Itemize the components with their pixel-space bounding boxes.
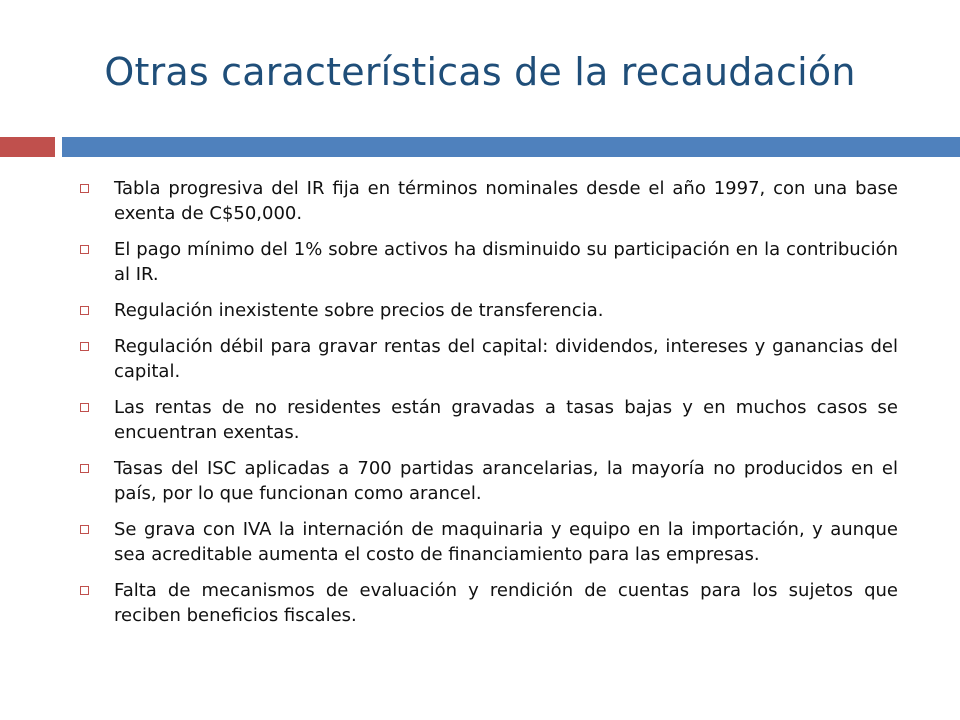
bullet-item [80, 578, 898, 628]
square-bullet-icon [80, 403, 89, 412]
square-bullet-icon [80, 464, 89, 473]
title-divider-accent-right [62, 137, 960, 157]
square-bullet-icon [80, 342, 89, 351]
bullet-text: Falta de mecanismos de evaluación y rendición de cuentas para los sujetos que reciben beneficios fiscales. [114, 580, 898, 626]
bullet-text: Regulación inexistente sobre precios de transferencia. [114, 300, 604, 321]
bullet-text: Las rentas de no residentes están gravadas a tasas bajas y en muchos casos se encuentran exentas. [114, 397, 898, 443]
bullet-item [80, 517, 898, 567]
bullet-item [80, 395, 898, 445]
bullet-text: Tasas del ISC aplicadas a 700 partidas arancelarias, la mayoría no producidos en el país, por lo que funcionan como arancel. [114, 458, 898, 504]
bullet-item [80, 237, 898, 287]
square-bullet-icon [80, 586, 89, 595]
square-bullet-icon [80, 306, 89, 315]
bullet-text: Regulación débil para gravar rentas del capital: dividendos, intereses y ganancias del capital. [114, 336, 898, 382]
bullet-item [80, 298, 898, 323]
bullet-text: El pago mínimo del 1% sobre activos ha disminuido su participación en la contribución al IR. [114, 239, 898, 285]
slide-title: Otras características de la recaudación [104, 50, 856, 94]
bullet-item [80, 334, 898, 384]
bullet-item [80, 456, 898, 506]
bullet-text: Se grava con IVA la internación de maquinaria y equipo en la importación, y aunque sea acreditable aumenta el costo de financiamiento para las empresas. [114, 519, 898, 565]
square-bullet-icon [80, 525, 89, 534]
bullet-item [80, 176, 898, 226]
bullet-text: Tabla progresiva del IR fija en términos nominales desde el año 1997, con una base exenta de C$50,000. [114, 178, 898, 224]
title-divider-accent-left [0, 137, 55, 157]
square-bullet-icon [80, 245, 89, 254]
square-bullet-icon [80, 184, 89, 193]
bullet-list [80, 176, 898, 639]
